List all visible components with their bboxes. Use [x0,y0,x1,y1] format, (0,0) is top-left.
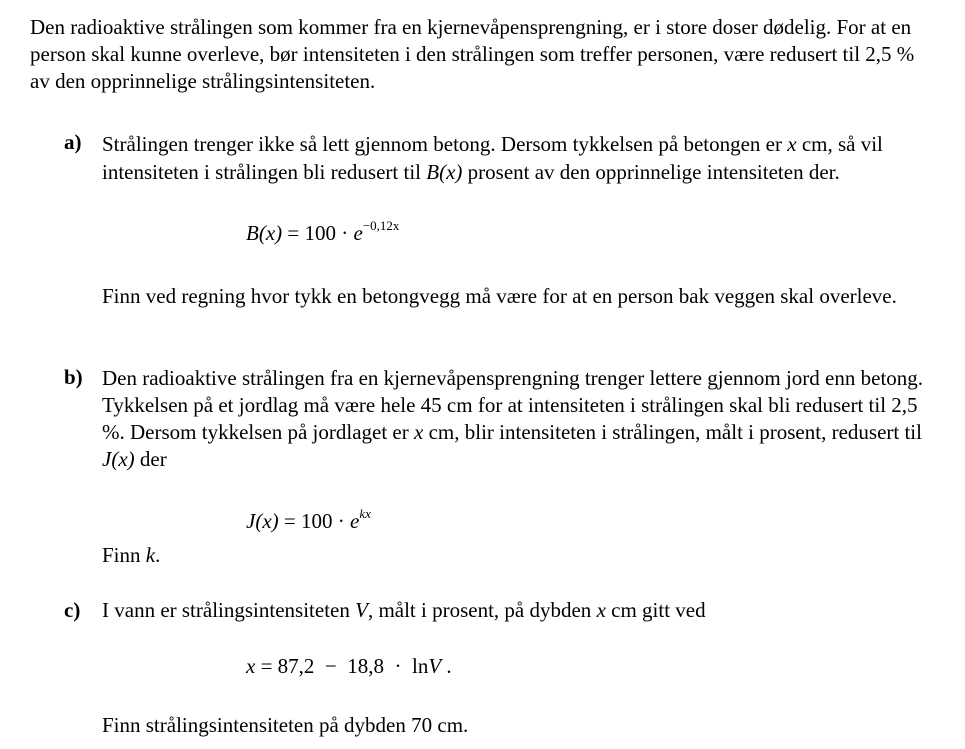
part-a-text: Strålingen trenger ikke så lett gjennom betong. Dersom tykkelsen på betongen er x cm, så vil intensiteten i strålingen bli redusert til B(x) prosent av den opprinnelige intensiteten der. [102,132,883,184]
part-b-formula: $J(x) = 100 \cdot e^{kx}$ [246,506,371,533]
part-c-label: c) [64,598,81,622]
part-b-text: Den radioaktive strålingen fra en kjernevåpensprengning trenger lettere gjennom jord enn betong. Tykkelsen på et jordlag må være hele 45 cm for at intensiteten i strålingen skal bli redusert til 2,5 %. Dersom tykkelsen på jordlaget er x cm, blir intensiteten i strålingen, målt i prosent, redusert til J(x) der [102,366,924,471]
intro-paragraph: Den radioaktive strålingen som kommer fra en kjernevåpensprengning, er i store doser dødelig. For at en person skal kunne overleve, bør intensiteten i den strålingen som treffer personen, være redusert til 2,5 % av den opprinnelige strålingsintensiteten. [30,15,915,93]
part-c-question: Finn strålingsintensiteten på dybden 70 cm. [102,713,469,737]
part-a-question: Finn ved regning hvor tykk en betongvegg må være for at en person bak veggen skal overleve. [102,284,897,308]
part-a-label: a) [64,130,82,154]
part-a-formula: $B(x) = 100 \cdot e^{-0,12x}$ [246,218,400,245]
part-b-question: Finn k. [102,543,161,567]
part-b-label: b) [64,365,83,389]
part-c-text: I vann er strålingsintensiteten V, målt i prosent, på dybden x cm gitt ved [102,598,706,622]
part-c-formula: x = 87,2 − 18,8 · lnV . [246,654,452,678]
